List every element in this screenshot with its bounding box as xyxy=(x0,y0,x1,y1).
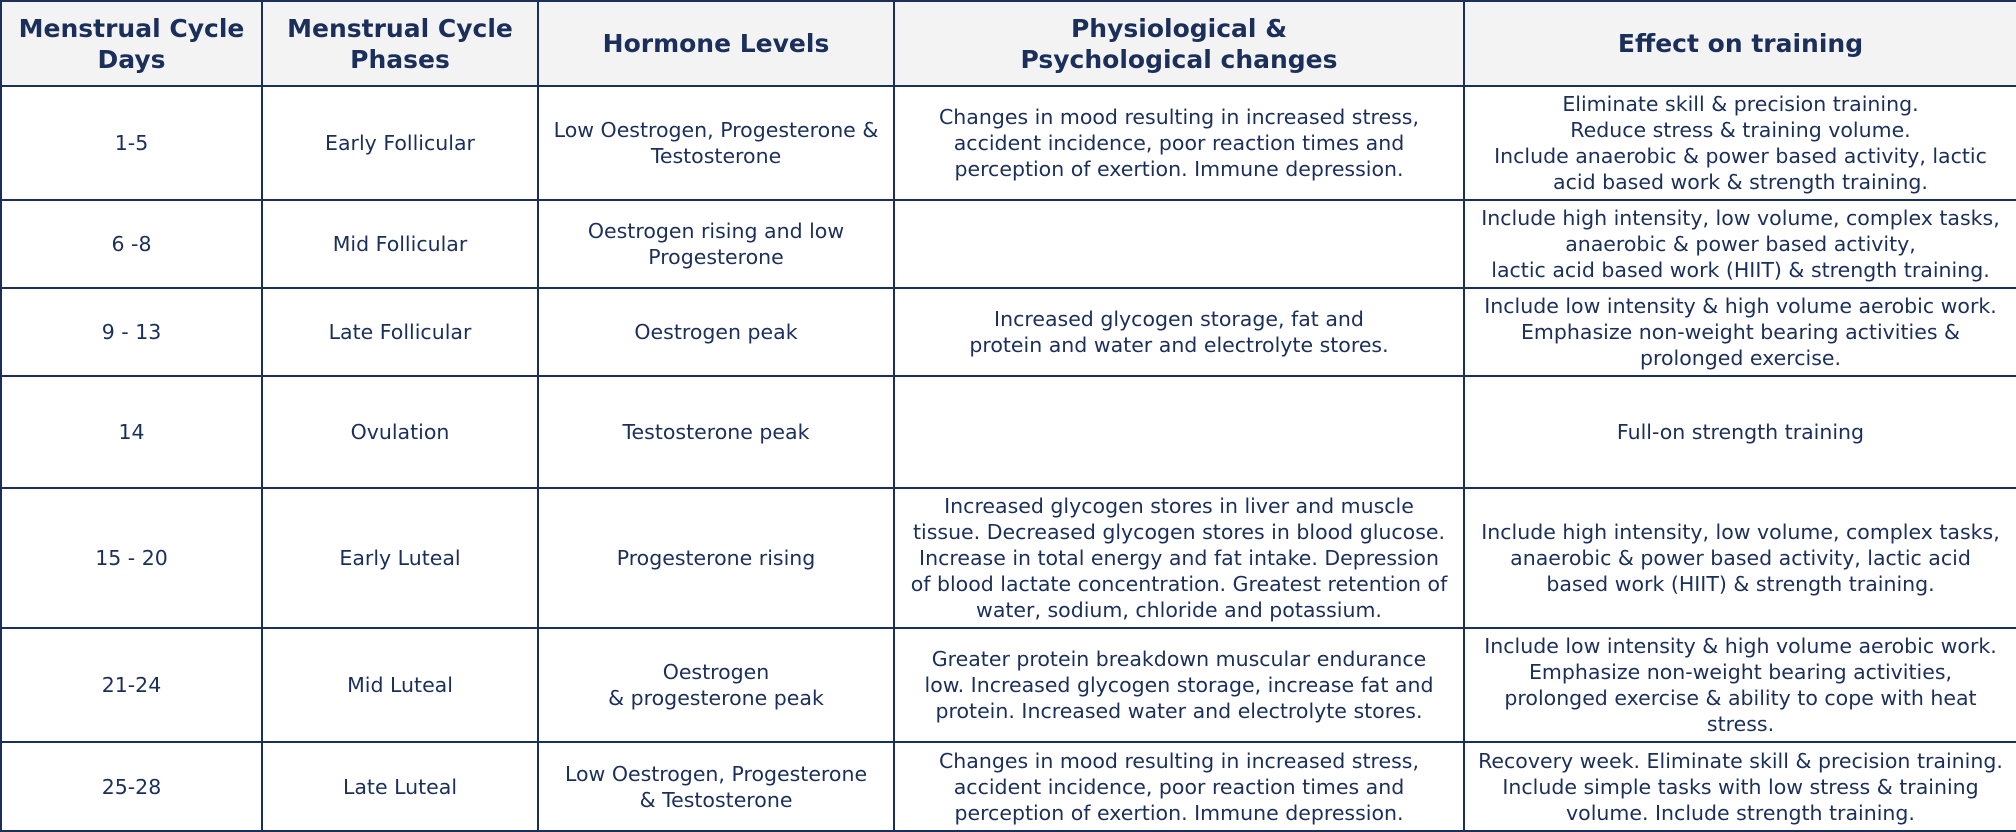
cell-training: Full-on strength training xyxy=(1464,376,2016,488)
table-row xyxy=(1,742,2016,831)
cell-hormones: Oestrogen peak xyxy=(538,288,894,376)
cell-changes: Increased glycogen stores in liver and muscle tissue. Decreased glycogen stores in blood glucose. Increase in total energy and fat intake. Depression of blood lactate concentration. Greatest retention of water, sodium, chloride and potassium. xyxy=(894,488,1464,628)
cell-changes: Increased glycogen storage, fat and protein and water and electrolyte stores. xyxy=(894,288,1464,376)
cell-changes: Changes in mood resulting in increased stress, accident incidence, poor reaction times and perception of exertion. Immune depression. xyxy=(894,742,1464,831)
cell-days: 6 -8 xyxy=(1,200,262,288)
cell-training: Eliminate skill & precision training. Reduce stress & training volume. Include anaerobic & power based activity, lactic acid based work & strength training. xyxy=(1464,86,2016,200)
cell-phase: Early Follicular xyxy=(262,86,538,200)
cell-phase: Early Luteal xyxy=(262,488,538,628)
cell-hormones: Oestrogen rising and low Progesterone xyxy=(538,200,894,288)
table-row xyxy=(1,376,2016,488)
cell-days: 1-5 xyxy=(1,86,262,200)
cell-phase: Late Follicular xyxy=(262,288,538,376)
cell-hormones: Low Oestrogen, Progesterone & Testosterone xyxy=(538,86,894,200)
cell-days: 9 - 13 xyxy=(1,288,262,376)
table-row xyxy=(1,628,2016,742)
cell-phase: Mid Follicular xyxy=(262,200,538,288)
cell-days: 21-24 xyxy=(1,628,262,742)
cell-days: 25-28 xyxy=(1,742,262,831)
table-row xyxy=(1,86,2016,200)
table-row xyxy=(1,288,2016,376)
cell-hormones: Testosterone peak xyxy=(538,376,894,488)
header-effect-on-training: Effect on training xyxy=(1464,1,2016,86)
table-row xyxy=(1,488,2016,628)
cell-hormones: Progesterone rising xyxy=(538,488,894,628)
cell-hormones: Oestrogen & progesterone peak xyxy=(538,628,894,742)
cell-days: 15 - 20 xyxy=(1,488,262,628)
cell-training: Include high intensity, low volume, complex tasks, anaerobic & power based activity, lactic acid based work (HIIT) & strength training. xyxy=(1464,200,2016,288)
cell-training: Include low intensity & high volume aerobic work. Emphasize non-weight bearing activities, prolonged exercise & ability to cope with heat stress. xyxy=(1464,628,2016,742)
cell-training: Recovery week. Eliminate skill & precision training. Include simple tasks with low stress & training volume. Include strength training. xyxy=(1464,742,2016,831)
cell-changes: Changes in mood resulting in increased stress, accident incidence, poor reaction times and perception of exertion. Immune depression. xyxy=(894,86,1464,200)
header-hormone-levels: Hormone Levels xyxy=(538,1,894,86)
cell-phase: Ovulation xyxy=(262,376,538,488)
cell-training: Include high intensity, low volume, complex tasks, anaerobic & power based activity, lactic acid based work (HIIT) & strength training. xyxy=(1464,488,2016,628)
cell-training: Include low intensity & high volume aerobic work. Emphasize non-weight bearing activities & prolonged exercise. xyxy=(1464,288,2016,376)
cell-phase: Mid Luteal xyxy=(262,628,538,742)
cell-changes: Greater protein breakdown muscular endurance low. Increased glycogen storage, increase fat and protein. Increased water and electrolyte stores. xyxy=(894,628,1464,742)
table-row xyxy=(1,200,2016,288)
cell-days: 14 xyxy=(1,376,262,488)
cell-hormones: Low Oestrogen, Progesterone & Testosterone xyxy=(538,742,894,831)
header-cycle-days: Menstrual Cycle Days xyxy=(1,1,262,86)
cell-changes xyxy=(894,200,1464,288)
header-physiological-changes: Physiological & Psychological changes xyxy=(894,1,1464,86)
cell-changes xyxy=(894,376,1464,488)
header-row xyxy=(1,1,2016,86)
header-cycle-phases: Menstrual Cycle Phases xyxy=(262,1,538,86)
cell-phase: Late Luteal xyxy=(262,742,538,831)
